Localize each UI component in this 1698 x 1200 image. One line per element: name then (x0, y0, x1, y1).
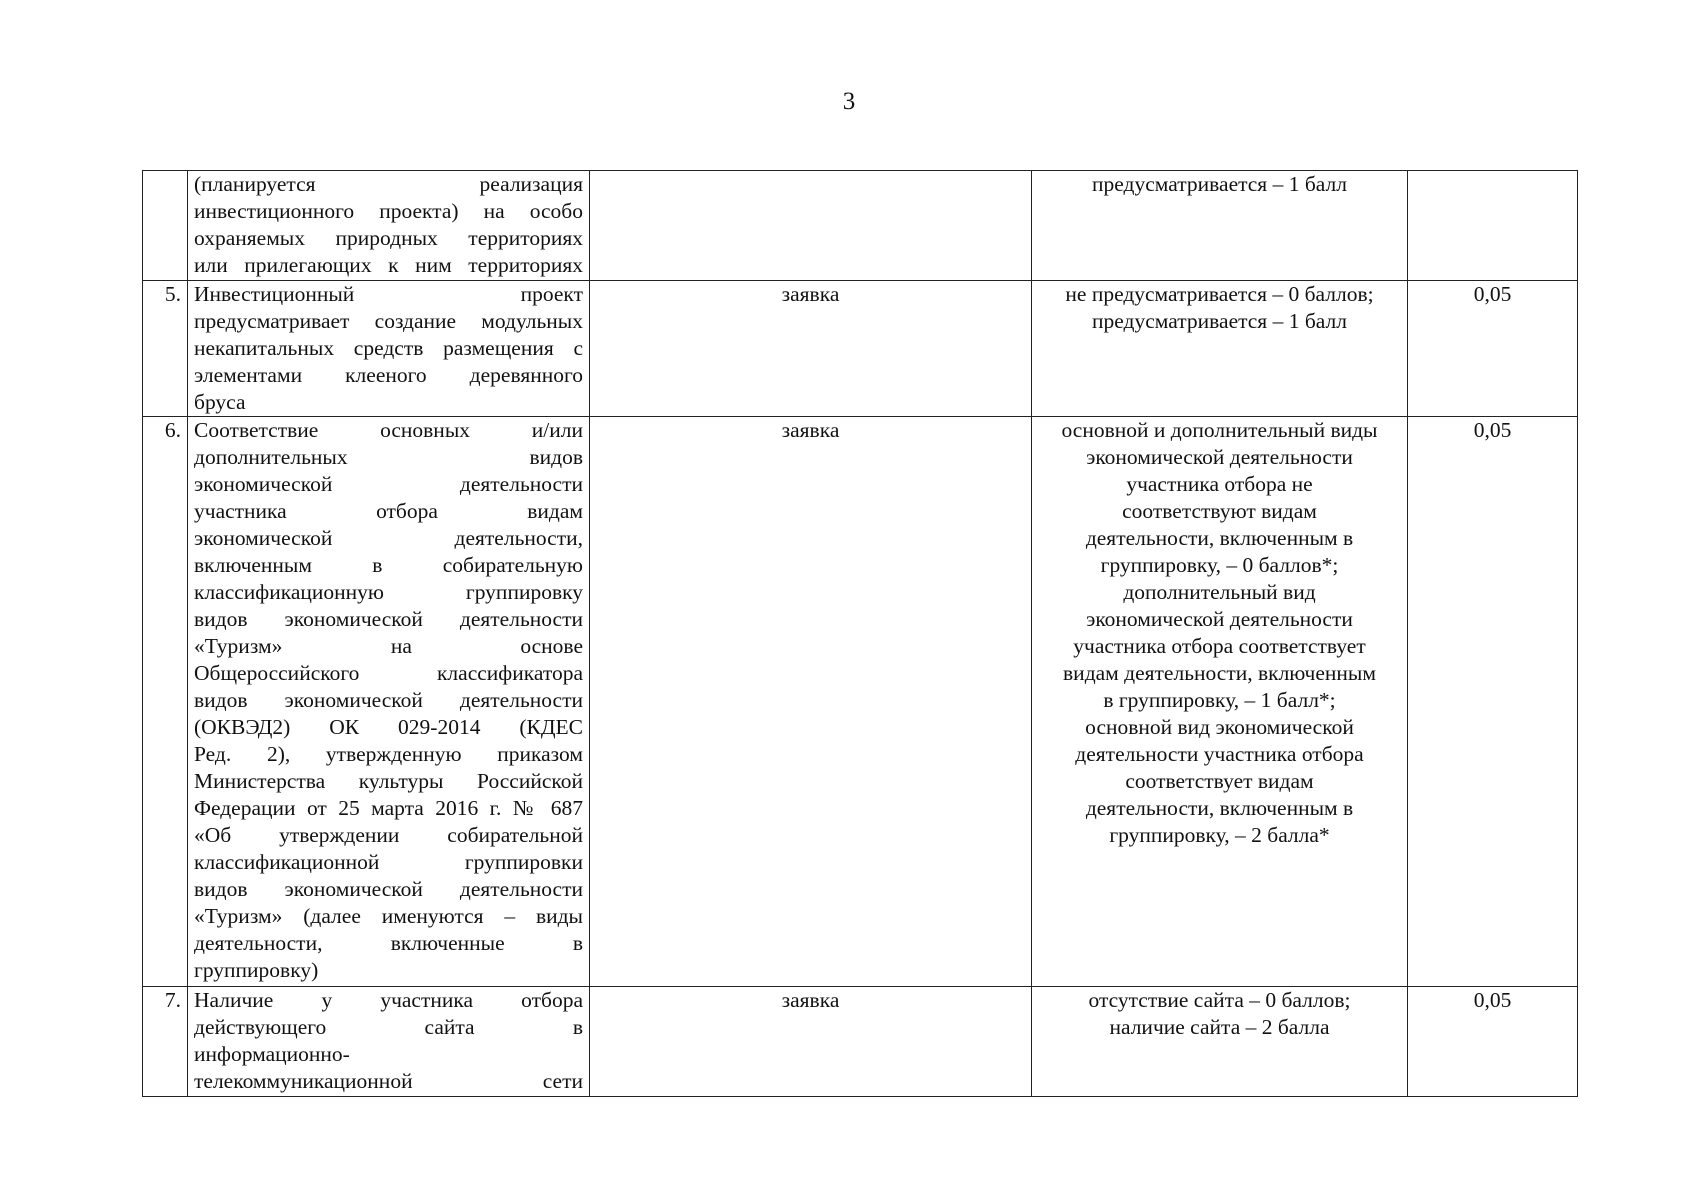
criterion-line: деятельности, включенные в (194, 931, 583, 955)
criterion-line: Соответствие основных и/или (194, 418, 583, 442)
criterion-line: классификационной группировки (194, 850, 583, 874)
source-cell: заявка (590, 417, 1032, 987)
row-number (143, 171, 188, 281)
criterion-cell (188, 417, 590, 987)
score-line: соответствует видам (1125, 769, 1314, 793)
criterion-line: «Туризм» (далее именуются – виды (194, 904, 583, 928)
score-line: соответствуют видам (1122, 499, 1317, 523)
score-line: группировку, – 2 балла* (1109, 823, 1330, 847)
score-cell (1032, 171, 1408, 281)
score-line: деятельности участника отбора (1075, 742, 1364, 766)
table-row (143, 281, 1578, 417)
table-row (143, 987, 1578, 1097)
criterion-line: Инвестиционный проект (194, 282, 583, 306)
source-cell: заявка (590, 987, 1032, 1097)
score-line: участника отбора соответствует (1073, 634, 1366, 658)
criteria-table (142, 170, 1578, 1097)
score-line: группировку, – 0 баллов*; (1100, 553, 1339, 577)
row-number: 6. (143, 417, 188, 987)
score-line: основной вид экономической (1085, 715, 1354, 739)
criterion-line: дополнительных видов (194, 445, 583, 469)
score-line: экономической деятельности (1086, 445, 1353, 469)
criterion-line: информационно- (194, 1042, 350, 1066)
criteria-table-body (143, 171, 1578, 1097)
score-line: отсутствие сайта – 0 баллов; (1088, 988, 1351, 1012)
score-cell (1032, 987, 1408, 1097)
score-line: экономической деятельности (1086, 607, 1353, 631)
criterion-line: экономической деятельности (194, 472, 583, 496)
criterion-line: (ОКВЭД2) ОК 029-2014 (КДЕС (194, 715, 583, 739)
criterion-line: «Об утверждении собирательной (194, 823, 583, 847)
score-line: деятельности, включенным в (1085, 796, 1354, 820)
score-line: видам деятельности, включенным (1063, 661, 1376, 685)
weight-cell: 0,05 (1408, 417, 1578, 987)
criterion-line: или прилегающих к ним территориях (194, 253, 583, 277)
criterion-line: предусматривает создание модульных (194, 309, 583, 333)
criterion-line: действующего сайта в (194, 1015, 583, 1039)
criterion-cell (188, 281, 590, 417)
criterion-line: охраняемых природных территориях (194, 226, 583, 250)
criterion-cell (188, 987, 590, 1097)
criterion-line: «Туризм» на основе (194, 634, 583, 658)
score-line: деятельности, включенным в (1085, 526, 1354, 550)
weight-cell: 0,05 (1408, 987, 1578, 1097)
criterion-line: Общероссийского классификатора (194, 661, 583, 685)
criterion-line: (планируется реализация (194, 172, 583, 196)
source-cell: заявка (590, 281, 1032, 417)
criterion-line: бруса (194, 390, 246, 414)
criterion-line: классификационную группировку (194, 580, 583, 604)
score-line: в группировку, – 1 балл*; (1103, 688, 1336, 712)
criterion-line: видов экономической деятельности (194, 607, 583, 631)
criterion-line: участника отбора видам (194, 499, 583, 523)
score-line: дополнительный вид (1123, 580, 1316, 604)
page-number: 3 (842, 88, 856, 115)
criterion-line: группировку) (194, 958, 319, 982)
criterion-line: инвестиционного проекта) на особо (194, 199, 583, 223)
score-line: наличие сайта – 2 балла (1109, 1015, 1330, 1039)
score-line: не предусматривается – 0 баллов; (1065, 282, 1374, 306)
criterion-line: элементами клееного деревянного (194, 363, 583, 387)
table-row (143, 417, 1578, 987)
score-cell (1032, 417, 1408, 987)
table-row (143, 171, 1578, 281)
criterion-line: видов экономической деятельности (194, 688, 583, 712)
score-line: предусматривается – 1 балл (1092, 309, 1347, 333)
row-number: 5. (143, 281, 188, 417)
criterion-line: Ред. 2), утвержденную приказом (194, 742, 583, 766)
criterion-cell (188, 171, 590, 281)
criterion-line: некапитальных средств размещения с (194, 336, 583, 360)
score-cell (1032, 281, 1408, 417)
criterion-line: включенным в собирательную (194, 553, 583, 577)
row-number: 7. (143, 987, 188, 1097)
source-cell (590, 171, 1032, 281)
score-line: участника отбора не (1126, 472, 1313, 496)
criterion-line: экономической деятельности, (194, 526, 583, 550)
criterion-line: видов экономической деятельности (194, 877, 583, 901)
weight-cell (1408, 171, 1578, 281)
weight-cell: 0,05 (1408, 281, 1578, 417)
criterion-line: Наличие у участника отбора (194, 988, 583, 1012)
criterion-line: телекоммуникационной сети (194, 1069, 583, 1093)
score-line: предусматривается – 1 балл (1092, 172, 1347, 196)
score-line: основной и дополнительный виды (1061, 418, 1378, 442)
criterion-line: Федерации от 25 марта 2016 г. № 687 (194, 796, 583, 820)
criterion-line: Министерства культуры Российской (194, 769, 583, 793)
